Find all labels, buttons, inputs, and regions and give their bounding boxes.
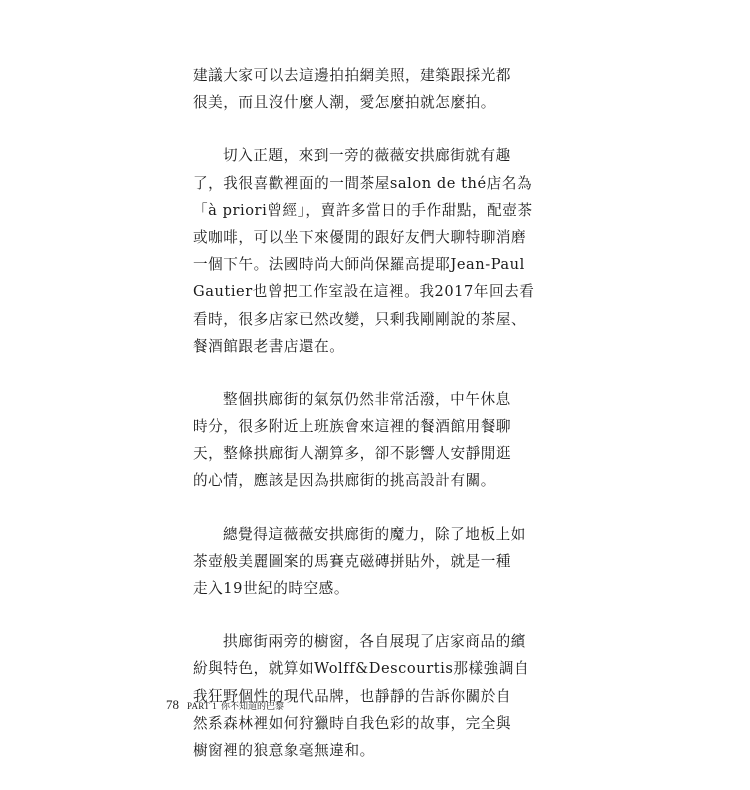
paragraph-line: 的心情，應該是因為拱廊街的挑高設計有關。 xyxy=(193,472,496,490)
paragraph-line: 我狂野個性的現代品牌，也靜靜的告訴你關於自 xyxy=(193,687,512,705)
paragraph-line: Gautier也曾把工作室設在這裡。我2017年回去看 xyxy=(193,283,535,301)
paragraph-line: 了，我很喜歡裡面的一間茶屋salon de thé店名為 xyxy=(193,174,533,192)
body-text xyxy=(193,62,533,790)
paragraph-line: 「à priori曾經」，賣許多當日的手作甜點，配壺茶 xyxy=(193,201,533,219)
paragraph-line: 櫥窗裡的狼意象毫無違和。 xyxy=(193,741,375,759)
paragraph-line: 很美，而且沒什麼人潮，愛怎麼拍就怎麼拍。 xyxy=(193,94,496,112)
page-number: 78 xyxy=(166,697,179,712)
paragraph-line: 時分，很多附近上班族會來這裡的餐酒館用餐聊 xyxy=(193,418,512,436)
paragraph-line: 天，整條拱廊街人潮算多，卻不影響人安靜閒逛 xyxy=(193,445,512,463)
paragraph-line: 然系森林裡如何狩獵時自我色彩的故事，完全與 xyxy=(193,714,512,732)
paragraph-line: 或咖啡，可以坐下來優閒的跟好友們大聊特聊消磨 xyxy=(193,228,527,246)
chapter-title: 你不知道的巴黎 xyxy=(221,702,285,712)
paragraph-line: 茶壺般美麗圖案的馬賽克磁磚拼貼外，就是一種 xyxy=(193,552,512,570)
paragraph-line: 一個下午。法國時尚大師尚保羅高提耶Jean-Paul xyxy=(193,256,525,274)
paragraph-line: 看時，很多店家已然改變，只剩我剛剛說的茶屋、 xyxy=(193,310,527,328)
paragraph-line: 切入正題，來到一旁的薇薇安拱廊街就有趣 xyxy=(223,147,511,165)
paragraph-line: 整個拱廊街的氣氛仍然非常活潑，中午休息 xyxy=(223,390,511,408)
paragraph-1 xyxy=(193,62,533,116)
paragraph-line: 拱廊街兩旁的櫥窗，各自展現了店家商品的繽 xyxy=(223,633,526,651)
part-label: PART 1 xyxy=(187,701,218,711)
paragraph-line: 建議大家可以去這邊拍拍網美照，建築跟採光都 xyxy=(193,67,512,84)
paragraph-2 xyxy=(193,142,533,360)
paragraph-4 xyxy=(193,521,533,603)
paragraph-line: 紛與特色，就算如Wolff&Descourtis那樣強調自 xyxy=(193,660,530,678)
paragraph-line: 餐酒館跟老書店還在。 xyxy=(193,337,345,355)
paragraph-line: 走入19世紀的時空感。 xyxy=(193,580,349,597)
page-footer xyxy=(166,694,284,713)
paragraph-3 xyxy=(193,386,533,495)
paragraph-line: 總覺得這薇薇安拱廊街的魔力，除了地板上如 xyxy=(223,525,526,543)
